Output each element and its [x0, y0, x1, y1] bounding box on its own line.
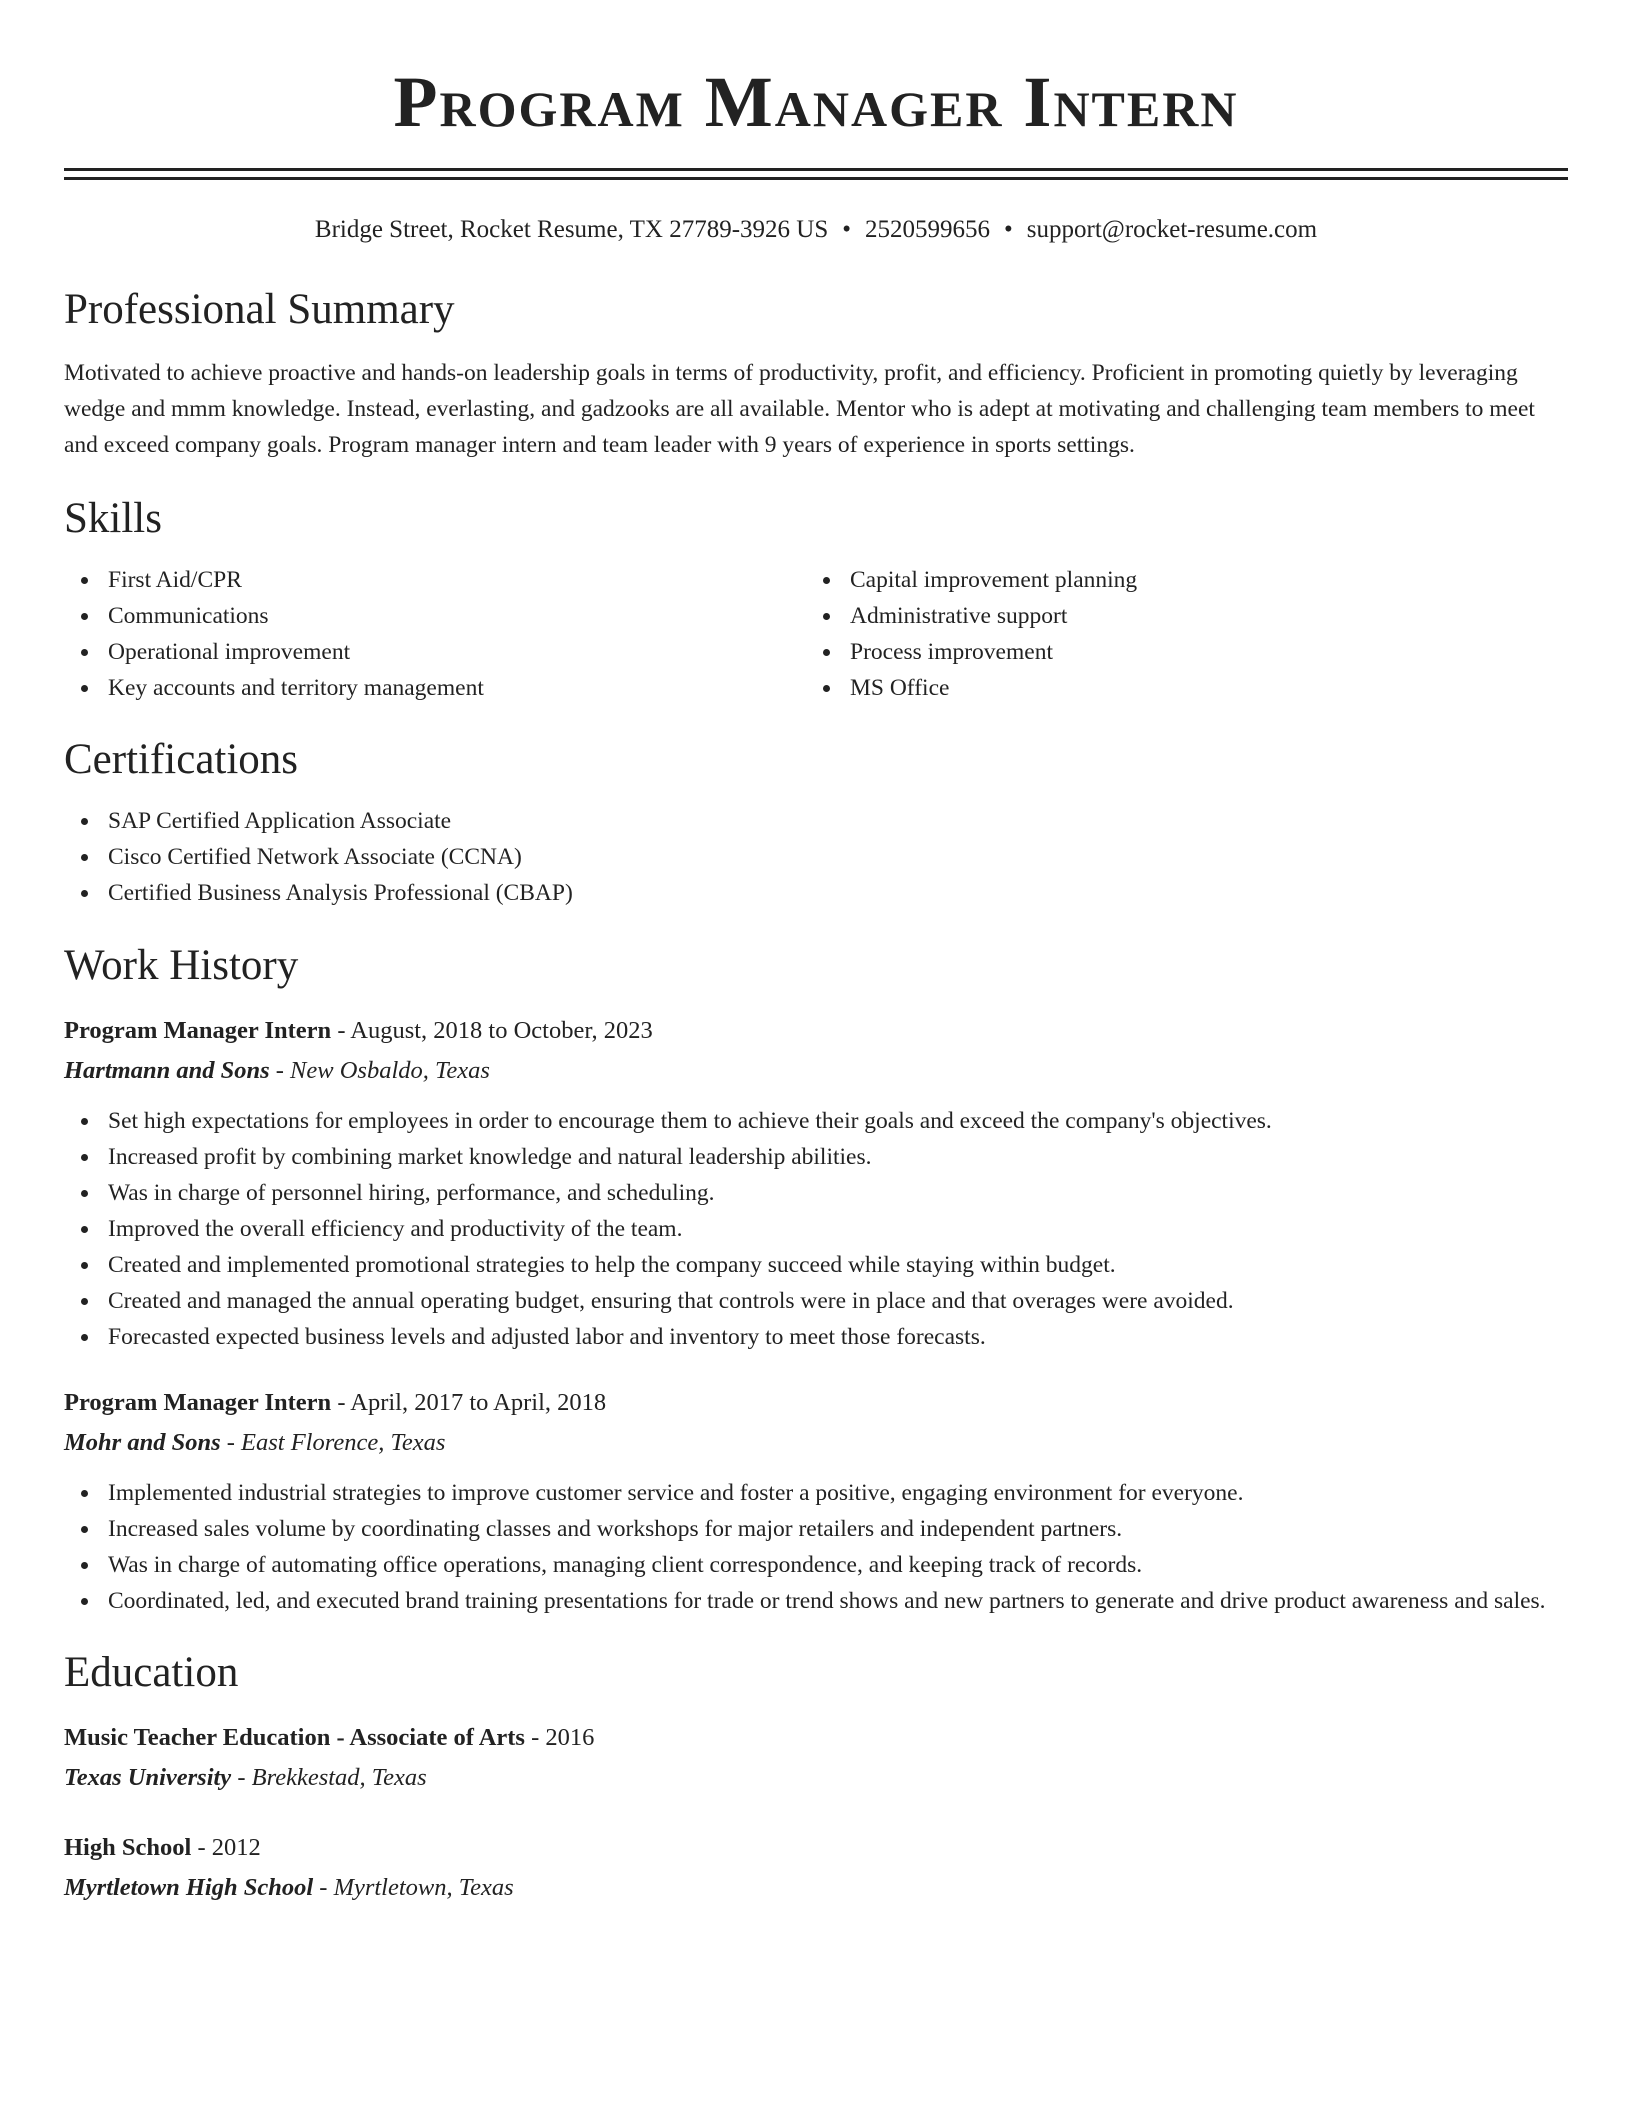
education-header: Music Teacher Education - Associate of Arts - 2016	[64, 1724, 595, 1751]
job-entry	[64, 1385, 1568, 1619]
education-location: Myrtletown, Texas	[333, 1874, 514, 1901]
job-bullet: Created and implemented promotional strategies to help the company succeed while staying within budget.	[64, 1247, 1568, 1283]
education-entry	[64, 1720, 1568, 1796]
contact-separator: •	[1004, 216, 1013, 243]
job-bullet: Forecasted expected business levels and adjusted labor and inventory to meet those forecasts.	[64, 1319, 1568, 1355]
job-dates: August, 2018 to October, 2023	[350, 1017, 653, 1044]
job-bullet: Implemented industrial strategies to improve customer service and foster a positive, engaging environment for everyone.	[64, 1475, 1568, 1511]
skill-item: Operational improvement	[64, 634, 806, 670]
contact-email: support@rocket-resume.com	[1026, 216, 1318, 243]
job-bullet: Was in charge of automating office operations, managing client correspondence, and keeping track of records.	[64, 1547, 1568, 1583]
contact-separator: •	[842, 216, 852, 243]
header-divider-bottom	[64, 177, 1568, 180]
education-school-line: Texas University - Brekkestad, Texas	[64, 1764, 427, 1791]
job-bullet: Improved the overall efficiency and productivity of the team.	[64, 1211, 1568, 1247]
education-location: Brekkestad, Texas	[251, 1764, 427, 1791]
job-bullets	[64, 1103, 1568, 1355]
header-divider-top	[64, 168, 1568, 171]
job-bullet: Coordinated, led, and executed brand training presentations for trade or trend shows and new partners to generate and drive product awareness and sales.	[64, 1583, 1568, 1619]
job-company-line: Hartmann and Sons - New Osbaldo, Texas	[64, 1057, 490, 1084]
job-bullet: Created and managed the annual operating budget, ensuring that controls were in place and that overages were avoided.	[64, 1283, 1568, 1319]
job-bullet: Increased profit by combining market knowledge and natural leadership abilities.	[64, 1139, 1568, 1175]
education-year: 2016	[545, 1724, 595, 1751]
education-header: High School - 2012	[64, 1834, 261, 1861]
certification-item: SAP Certified Application Associate	[64, 803, 1568, 839]
skill-item: Communications	[64, 598, 806, 634]
education-school: Myrtletown High School	[64, 1874, 314, 1901]
job-company: Hartmann and Sons	[64, 1057, 270, 1084]
education-heading: Education	[64, 1649, 239, 1696]
education-degree: Music Teacher Education - Associate of Arts	[64, 1724, 525, 1751]
resume-name-title: Program Manager Intern	[393, 62, 1239, 142]
job-location: New Osbaldo, Texas	[290, 1057, 490, 1084]
contact-address: Bridge Street, Rocket Resume, TX 27789-3926 US	[314, 216, 829, 243]
certifications-heading: Certifications	[64, 736, 299, 783]
skills-heading: Skills	[64, 495, 162, 542]
job-role: Program Manager Intern	[64, 1389, 332, 1416]
job-bullet: Increased sales volume by coordinating classes and workshops for major retailers and independent partners.	[64, 1511, 1568, 1547]
certification-item: Certified Business Analysis Professional (CBAP)	[64, 875, 1568, 911]
skill-item: MS Office	[806, 670, 1548, 706]
skill-item: Key accounts and territory management	[64, 670, 806, 706]
skill-item: Capital improvement planning	[806, 562, 1548, 598]
job-role: Program Manager Intern	[64, 1017, 332, 1044]
job-bullet: Set high expectations for employees in order to encourage them to achieve their goals and exceed the company's objectives.	[64, 1103, 1568, 1139]
job-header: Program Manager Intern - August, 2018 to October, 2023	[64, 1017, 653, 1044]
education-entry	[64, 1830, 1568, 1906]
job-location: East Florence, Texas	[241, 1429, 446, 1456]
job-company-line: Mohr and Sons - East Florence, Texas	[64, 1429, 446, 1456]
skills-list-right	[806, 562, 1548, 706]
skill-item: Process improvement	[806, 634, 1548, 670]
job-bullets	[64, 1475, 1568, 1619]
education-school-line: Myrtletown High School - Myrtletown, Texas	[64, 1874, 514, 1901]
contact-line	[64, 214, 1568, 246]
skills-grid	[64, 562, 1568, 706]
summary-text: Motivated to achieve proactive and hands-on leadership goals in terms of productivity, profit, and efficiency. Proficient in promoting quietly by leveraging wedge and mmm knowledge. Instead, everlasting, and gadzooks are all available. Mentor who is adept at motivating and challenging team members to meet and exceed company goals. Program manager intern and team leader with 9 years of experience in sports settings.	[64, 360, 1535, 458]
work-history-heading: Work History	[64, 942, 299, 989]
skills-list-left	[64, 562, 806, 706]
skill-item: First Aid/CPR	[64, 562, 806, 598]
certification-item: Cisco Certified Network Associate (CCNA)	[64, 839, 1568, 875]
job-bullet: Was in charge of personnel hiring, performance, and scheduling.	[64, 1175, 1568, 1211]
education-school: Texas University	[64, 1764, 232, 1791]
education-year: 2012	[211, 1834, 261, 1861]
contact-phone: 2520599656	[865, 216, 991, 243]
skill-item: Administrative support	[806, 598, 1548, 634]
certifications-list	[64, 803, 1568, 911]
job-entry	[64, 1013, 1568, 1355]
job-header: Program Manager Intern - April, 2017 to April, 2018	[64, 1389, 607, 1416]
job-company: Mohr and Sons	[64, 1429, 221, 1456]
job-dates: April, 2017 to April, 2018	[350, 1389, 607, 1416]
education-degree: High School	[64, 1834, 192, 1861]
summary-heading: Professional Summary	[64, 286, 455, 333]
